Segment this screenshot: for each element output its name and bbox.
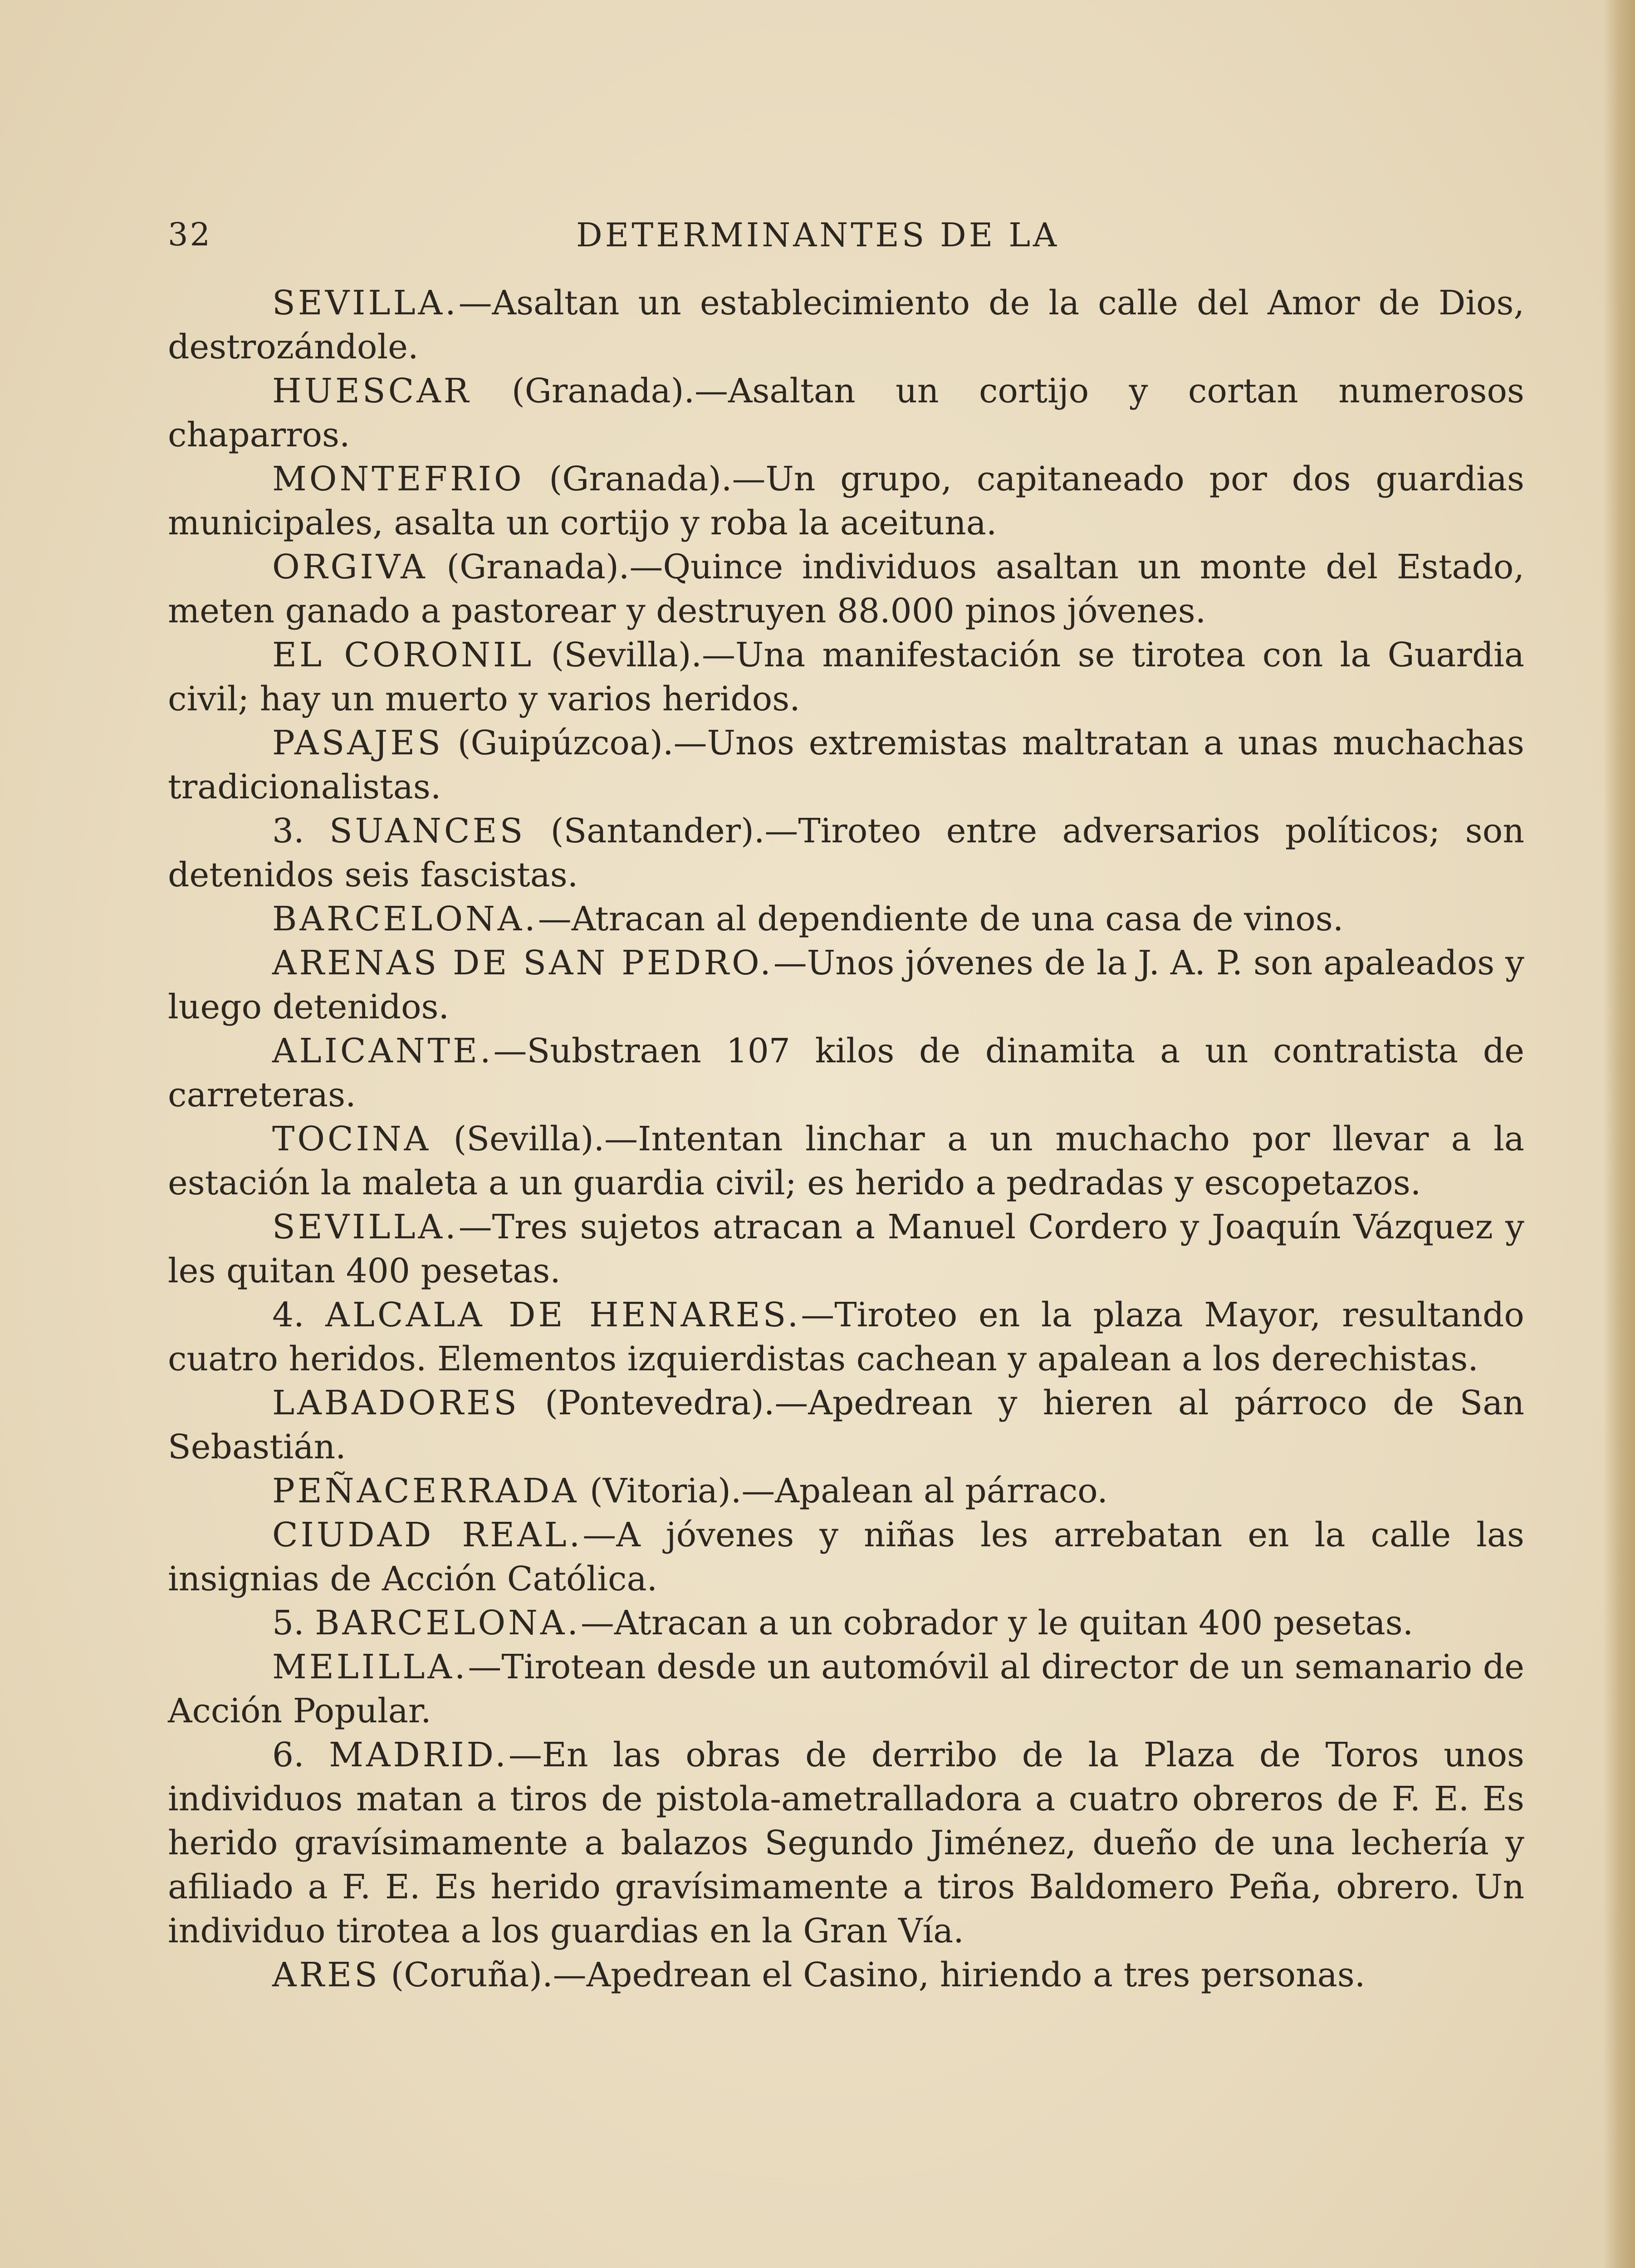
- entry-text: (Vitoria).—Apalean al párraco.: [579, 1471, 1108, 1510]
- entry-text: —Tirotean desde un automóvil al director de un semanario de Acción Popular.: [168, 1647, 1524, 1730]
- entry-text: (Guipúzcoa).—Unos extremistas maltratan a unas muchachas tradicionalistas.: [168, 723, 1524, 807]
- entry-labadores: [168, 1381, 1524, 1469]
- entry-sevilla-2: [168, 1205, 1524, 1293]
- entry-text: (Granada).—Un grupo, capitaneado por dos guardias municipales, asalta un cortijo y roba la aceituna.: [168, 459, 1524, 543]
- entry-day: 3.: [272, 811, 329, 850]
- entry-melilla: [168, 1645, 1524, 1733]
- entry-place: TOCINA: [272, 1119, 431, 1158]
- entry-place: PASAJES: [272, 723, 443, 763]
- entry-alicante: [168, 1029, 1524, 1117]
- entry-text: —Tres sujetos atracan a Manuel Cordero y Joaquín Vázquez y les quitan 400 pesetas.: [168, 1207, 1524, 1290]
- entry-place: ALCALA DE HENARES.: [325, 1295, 801, 1334]
- chronicle-text: [168, 281, 1524, 1997]
- entry-barcelona-2: [168, 1601, 1524, 1645]
- entry-text: (Santander).—Tiroteo entre adversarios políticos; son detenidos seis fascistas.: [168, 811, 1524, 894]
- entry-tocina: [168, 1117, 1524, 1205]
- entry-place: MONTEFRIO: [272, 459, 524, 499]
- entry-text: (Granada).—Quince individuos asaltan un monte del Estado, meten ganado a pastorear y destruyen 88.000 pinos jóvenes.: [168, 547, 1524, 631]
- entry-suances: [168, 809, 1524, 897]
- entry-day: 4.: [272, 1295, 326, 1334]
- entry-place: ORGIVA: [272, 547, 428, 587]
- entry-text: —Asaltan un establecimiento de la calle del Amor de Dios, destrozándole.: [168, 284, 1524, 367]
- entry-place: PEÑACERRADA: [272, 1471, 579, 1510]
- entry-place: MADRID.: [329, 1735, 509, 1774]
- entry-place: ALICANTE.: [272, 1031, 494, 1070]
- entry-barcelona-1: [168, 897, 1524, 941]
- entry-text: —Substraen 107 kilos de dinamita a un contratista de carreteras.: [168, 1031, 1524, 1114]
- entry-sevilla-1: [168, 281, 1524, 369]
- entry-text: —A jóvenes y niñas les arrebatan en la calle las insignias de Acción Católica.: [168, 1515, 1524, 1598]
- entry-place: CIUDAD REAL.: [272, 1515, 583, 1554]
- entry-place: SEVILLA.: [272, 284, 459, 323]
- entry-montefrio: [168, 457, 1524, 545]
- entry-pasajes: [168, 721, 1524, 809]
- entry-text: (Granada).—Asaltan un cortijo y cortan numerosos chaparros.: [168, 371, 1524, 455]
- entry-place: MELILLA.: [272, 1647, 468, 1686]
- entry-place: SEVILLA.: [272, 1207, 459, 1246]
- page-number: 32: [168, 216, 212, 253]
- entry-day: 5.: [272, 1603, 315, 1642]
- entry-el-coronil: [168, 633, 1524, 721]
- entry-text: (Sevilla).—Intentan linchar a un muchacho por llevar a la estación la maleta a un guardia civil; es herido a pedradas y escopetazos.: [168, 1119, 1524, 1202]
- entry-huescar: [168, 369, 1524, 457]
- entry-text: (Pontevedra).—Apedrean y hieren al párroco de San Sebastián.: [168, 1383, 1524, 1466]
- entry-place: ARES: [272, 1955, 380, 1994]
- entry-alcala-de-henares: [168, 1293, 1524, 1381]
- entry-text: (Coruña).—Apedrean el Casino, hiriendo a tres personas.: [380, 1955, 1366, 1994]
- entry-penacerrada: [168, 1469, 1524, 1513]
- entry-place: EL CORONIL: [272, 635, 534, 675]
- entry-text: —Tiroteo en la plaza Mayor, resultando cuatro heridos. Elementos izquierdistas cachean y apalean a los derechistas.: [168, 1295, 1524, 1378]
- entry-place: LABADORES: [272, 1383, 519, 1422]
- entry-orgiva: [168, 545, 1524, 633]
- entry-madrid: [168, 1733, 1524, 1953]
- entry-text: (Sevilla).—Una manifestación se tirotea con la Guardia civil; hay un muerto y varios heridos.: [168, 635, 1525, 719]
- entry-text: —Atracan a un cobrador y le quitan 400 pesetas.: [580, 1603, 1414, 1642]
- entry-place: HUESCAR: [272, 371, 472, 411]
- entry-day: 6.: [272, 1735, 329, 1774]
- entry-text: —En las obras de derribo de la Plaza de Toros unos individuos matan a tiros de pistola-ametralladora a cuatro obreros de F. E. Es herido gravísimamente a balazos Segundo Jiménez, dueño de una lechería y afiliado a F. E. Es herido gravísimamente a tiros Baldomero Peña, obrero. Un individuo tirotea a los guardias en la Gran Vía.: [168, 1735, 1524, 1950]
- entry-ares: [168, 1953, 1524, 1997]
- entry-place: BARCELONA.: [315, 1603, 581, 1642]
- page-edge-shadow: [1603, 0, 1635, 2268]
- entry-place: ARENAS DE SAN PEDRO.: [272, 943, 773, 982]
- running-title: DETERMINANTES DE LA: [576, 216, 1060, 254]
- entry-arenas-de-san-pedro: [168, 941, 1524, 1029]
- entry-place: SUANCES: [329, 811, 526, 850]
- entry-ciudad-real: [168, 1513, 1524, 1601]
- entry-text: —Unos jóvenes de la J. A. P. son apaleados y luego detenidos.: [168, 943, 1524, 1026]
- page-header: [168, 216, 1524, 257]
- entry-place: BARCELONA.: [272, 899, 538, 938]
- entry-text: —Atracan al dependiente de una casa de vinos.: [538, 899, 1344, 938]
